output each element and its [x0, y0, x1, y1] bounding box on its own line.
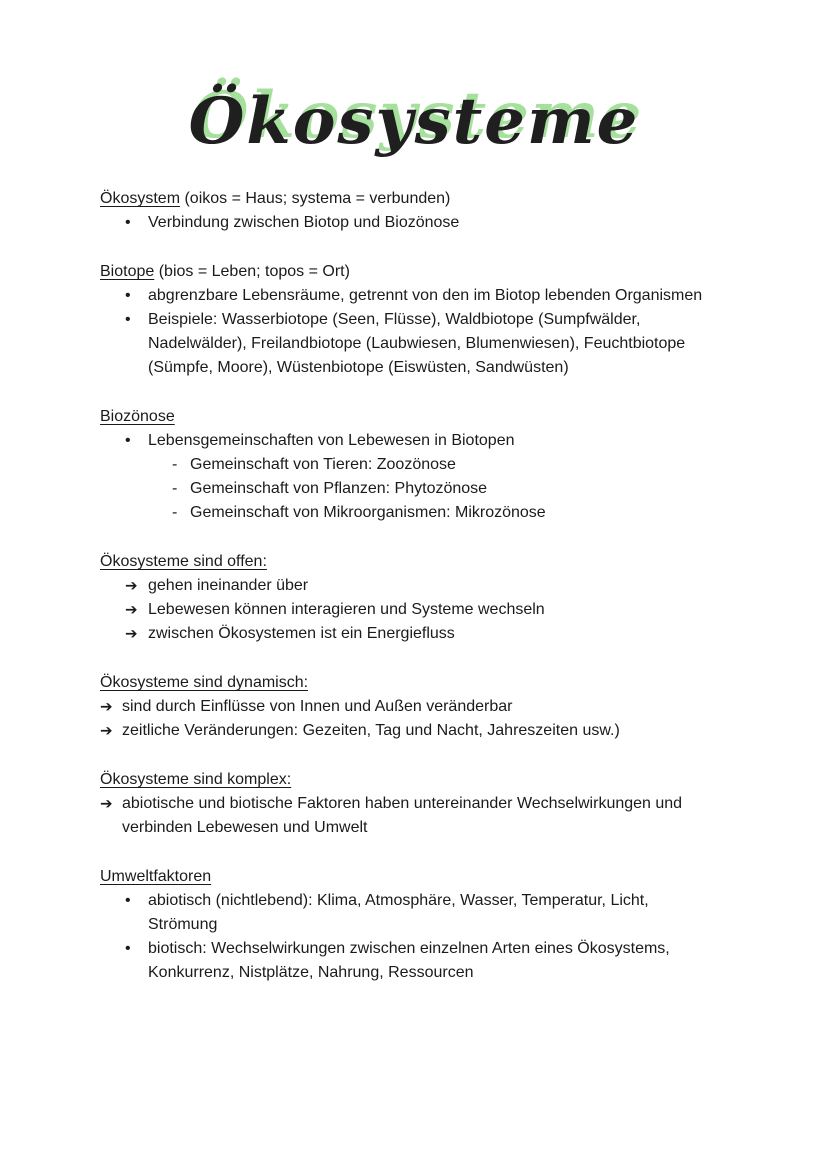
section-heading-line [100, 405, 728, 429]
list-item-text: Gemeinschaft von Mikroorganismen: Mikrozönose [190, 504, 546, 521]
list-item [100, 719, 728, 743]
arrow-icon: ➔ [100, 698, 113, 716]
list-item [100, 792, 728, 840]
list-item-text: zwischen Ökosystemen ist ein Energiefluss [148, 625, 455, 642]
list-item-text: abgrenzbare Lebensräume, getrennt von den im Biotop lebenden Organismen [148, 287, 703, 304]
section-dynamisch [100, 671, 728, 743]
dash-icon: - [172, 456, 178, 473]
list-item [125, 598, 728, 622]
section-heading-line [100, 865, 728, 889]
bullet-icon: • [125, 892, 131, 909]
bullet-icon: • [125, 287, 131, 304]
list-item-text: zeitliche Veränderungen: Gezeiten, Tag und Nacht, Jahreszeiten usw.) [122, 722, 620, 739]
list-item-text: Lebensgemeinschaften von Lebewesen in Biotopen [148, 432, 515, 449]
dash-icon: - [172, 480, 178, 497]
list-item [125, 889, 728, 937]
section-heading-line [100, 187, 728, 211]
section-heading: Biozönose [100, 408, 175, 425]
list-item-text: Gemeinschaft von Tieren: Zoozönose [190, 456, 456, 473]
section-heading-line [100, 671, 728, 695]
list-item [125, 937, 728, 985]
list-item-text: biotisch: Wechselwirkungen zwischen einzelnen Arten eines Ökosystems, Konkurrenz, Nistplätze, Nahrung, Ressourcen [148, 940, 670, 981]
list-item-text: abiotische und biotische Faktoren haben untereinander Wechselwirkungen und verbinden Lebewesen und Umwelt [122, 795, 683, 836]
list-item [100, 695, 728, 719]
bullet-icon: • [125, 432, 131, 449]
list-item [172, 477, 728, 501]
section-heading-line [100, 768, 728, 792]
list-item-text: Gemeinschaft von Pflanzen: Phytozönose [190, 480, 488, 497]
section-heading: Ökosysteme sind offen: [100, 553, 267, 570]
list-item-text: gehen ineinander über [148, 577, 309, 594]
list-item [125, 284, 728, 308]
section-heading-line [100, 550, 728, 574]
section-offen [100, 550, 728, 646]
list-item [125, 308, 728, 380]
bullet-icon: • [125, 940, 131, 957]
section-heading: Ökosysteme sind komplex: [100, 771, 292, 788]
list-item-text: Verbindung zwischen Biotop und Biozönose [148, 214, 460, 231]
bullet-icon: • [125, 311, 131, 328]
arrow-icon: ➔ [100, 795, 113, 813]
section-oekosystem [100, 187, 728, 235]
section-biotope [100, 260, 728, 380]
section-komplex [100, 768, 728, 840]
list-item-text: abiotisch (nichtlebend): Klima, Atmosphäre, Wasser, Temperatur, Licht, Strömung [148, 892, 649, 933]
page-title-wrap [100, 0, 728, 162]
list-item [125, 622, 728, 646]
bullet-icon: • [125, 214, 131, 231]
section-heading: Biotope [100, 263, 155, 280]
section-heading-note: (bios = Leben; topos = Ort) [154, 263, 350, 280]
section-heading: Ökosysteme sind dynamisch: [100, 674, 309, 691]
list-item-text: Lebewesen können interagieren und Systeme wechseln [148, 601, 545, 618]
section-heading: Ökosystem [100, 190, 181, 207]
section-heading: Umweltfaktoren [100, 868, 212, 885]
dash-icon: - [172, 504, 178, 521]
arrow-icon: ➔ [125, 577, 138, 595]
section-biozoenose [100, 405, 728, 525]
list-item [125, 574, 728, 598]
arrow-icon: ➔ [125, 625, 138, 643]
list-item [172, 453, 728, 477]
section-heading-line [100, 260, 728, 284]
list-item [125, 211, 728, 235]
list-item [125, 429, 728, 453]
section-heading-note: (oikos = Haus; systema = verbunden) [180, 190, 451, 207]
arrow-icon: ➔ [100, 722, 113, 740]
section-umweltfaktoren [100, 865, 728, 985]
arrow-icon: ➔ [125, 601, 138, 619]
list-item [172, 501, 728, 525]
list-item-text: Beispiele: Wasserbiotope (Seen, Flüsse), Waldbiotope (Sumpfwälder, Nadelwälder), Freilandbiotope (Laubwiesen, Blumenwiesen), Feuchtbiotope (Sümpfe, Moore), Wüstenbiotope (Eiswüsten, Sandwüsten) [148, 311, 686, 376]
list-item-text: sind durch Einflüsse von Innen und Außen veränderbar [122, 698, 513, 715]
page-title: Ökosysteme [188, 84, 640, 159]
